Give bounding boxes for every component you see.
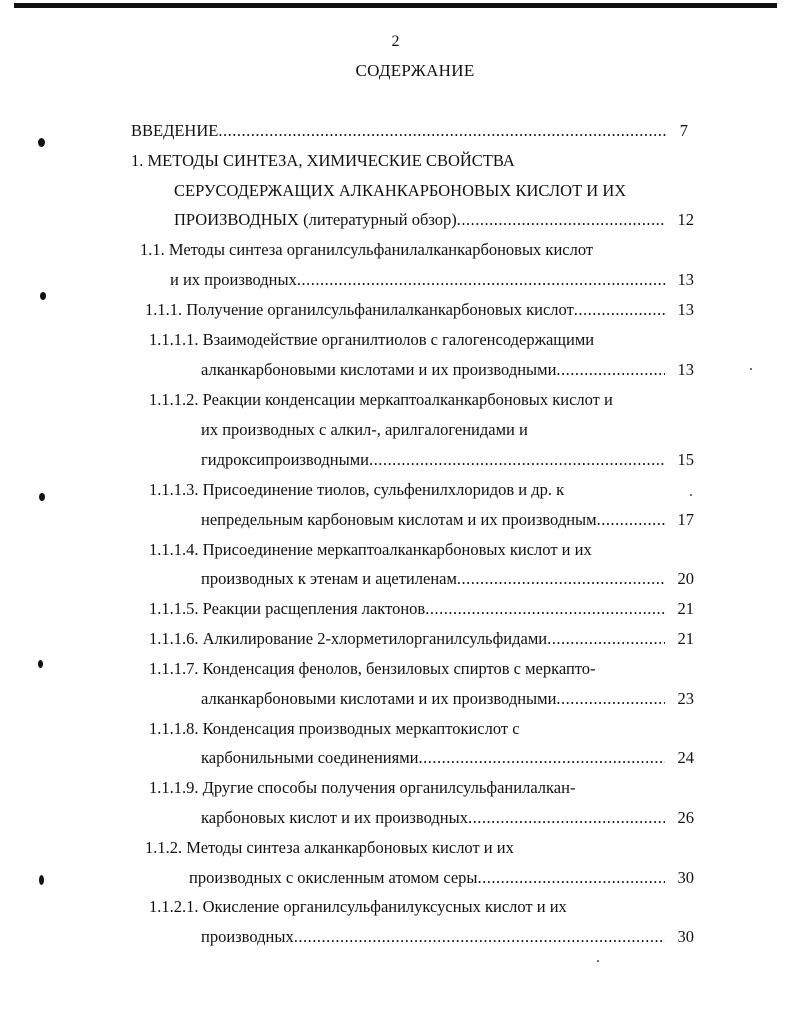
scan-speck bbox=[750, 368, 752, 370]
scan-top-edge bbox=[14, 3, 777, 8]
toc-entry-1-1[interactable] bbox=[170, 270, 668, 290]
toc-entry-text: ВВЕДЕНИЕ bbox=[131, 121, 219, 140]
toc-entry-1-1-1-8[interactable] bbox=[201, 748, 665, 768]
toc-entry-text: непредельным карбоновым кислотам и их производным bbox=[201, 510, 597, 529]
toc-page-number: 30 bbox=[677, 927, 694, 946]
toc-entry-1-1-1-7[interactable] bbox=[201, 689, 665, 709]
toc-entry-line[interactable]: 1.1. Методы синтеза органилсульфанилалканкарбоновых кислот bbox=[140, 240, 594, 259]
toc-entry-1-1-1-9[interactable] bbox=[201, 808, 665, 828]
toc-entry-text: производных к этенам и ацетиленам bbox=[201, 569, 457, 588]
toc-page-number: 26 bbox=[677, 808, 694, 827]
toc-entry-1-1-2[interactable] bbox=[189, 868, 665, 888]
page-number: 2 bbox=[391, 33, 400, 50]
toc-entry-text: и их производных bbox=[170, 270, 297, 289]
toc-page-number: 17 bbox=[677, 510, 694, 529]
toc-entry-text: ПРОИЗВОДНЫХ (литературный обзор) bbox=[174, 210, 457, 229]
toc-entry-1-1-1-5[interactable] bbox=[149, 599, 665, 619]
toc-entry-text: карбонильными соединениями bbox=[201, 748, 419, 767]
toc-entry-1-1-1-6[interactable] bbox=[149, 629, 665, 649]
toc-entry-text: 1.1.1.6. Алкилирование 2-хлорметилорганилсульфидами bbox=[149, 629, 548, 648]
toc-entry-line[interactable]: 1.1.2.1. Окисление органилсульфанилуксусных кислот и их bbox=[149, 897, 567, 916]
toc-entry-text: алканкарбоновыми кислотами и их производными bbox=[201, 360, 557, 379]
toc-entry-text: 1.1.1.5. Реакции расщепления лактонов bbox=[149, 599, 426, 618]
toc-entry-1-1-1-3[interactable] bbox=[201, 510, 665, 530]
toc-page-number: 13 bbox=[677, 360, 694, 379]
toc-entry-line[interactable]: 1.1.1.3. Присоединение тиолов, сульфенилхлоридов и др. к bbox=[149, 480, 565, 499]
toc-entry-1-1-1-2[interactable] bbox=[201, 450, 665, 470]
toc-entry-line[interactable]: 1.1.1.7. Конденсация фенолов, бензиловых спиртов с меркапто- bbox=[149, 659, 596, 678]
toc-page-number: 21 bbox=[677, 599, 694, 618]
toc-page-number: 15 bbox=[677, 450, 694, 469]
toc-entry-1-1-1-1[interactable] bbox=[201, 360, 665, 380]
toc-entry-text: 1.1.1. Получение органилсульфанилалканкарбоновых кислот bbox=[145, 300, 574, 319]
toc-entry-line[interactable]: 1.1.1.8. Конденсация производных меркаптокислот с bbox=[149, 719, 520, 738]
toc-page-number: 20 bbox=[677, 569, 694, 588]
toc-entry-line[interactable]: 1.1.1.4. Присоединение меркаптоалканкарбоновых кислот и их bbox=[149, 540, 592, 559]
toc-entry-line[interactable]: 1.1.1.9. Другие способы получения органилсульфанилалкан- bbox=[149, 778, 576, 797]
page-title: СОДЕРЖАНИЕ bbox=[355, 61, 475, 80]
scan-speck bbox=[597, 960, 599, 962]
toc-entry-line: их производных с алкил-, арилгалогенидами и bbox=[201, 420, 528, 439]
toc-entry-line[interactable]: 1.1.1.2. Реакции конденсации меркаптоалканкарбоновых кислот и bbox=[149, 390, 613, 409]
toc-page-number: 7 bbox=[679, 121, 688, 140]
scan-speck bbox=[690, 494, 692, 496]
toc-entry-text: производных с окисленным атомом серы bbox=[189, 868, 478, 887]
toc-entry-chapter-1[interactable] bbox=[174, 210, 666, 230]
toc-page-number: 13 bbox=[677, 270, 694, 289]
toc-page-number: 21 bbox=[677, 629, 694, 648]
toc-entry-line[interactable]: 1. МЕТОДЫ СИНТЕЗА, ХИМИЧЕСКИЕ СВОЙСТВА bbox=[131, 151, 515, 170]
toc-entry-text: производных bbox=[201, 927, 294, 946]
toc-page-number: 23 bbox=[677, 689, 694, 708]
toc-entry-text: алканкарбоновыми кислотами и их производными bbox=[201, 689, 557, 708]
toc-page-number: 24 bbox=[677, 748, 694, 767]
toc-entry-line: СЕРУСОДЕРЖАЩИХ АЛКАНКАРБОНОВЫХ КИСЛОТ И ИХ bbox=[174, 181, 627, 200]
toc-entry-line[interactable]: 1.1.1.1. Взаимодействие органилтиолов с галогенсодержащими bbox=[149, 330, 595, 349]
toc-page-number: 30 bbox=[677, 868, 694, 887]
toc-entry-1-1-1-4[interactable] bbox=[201, 569, 665, 589]
toc-entry-1-1-1[interactable] bbox=[145, 300, 667, 320]
scan-binding-marks bbox=[30, 30, 44, 1020]
toc-page-number: 12 bbox=[677, 210, 694, 229]
toc-entry-introduction[interactable] bbox=[131, 121, 666, 141]
toc-entry-text: гидроксипроизводными bbox=[201, 450, 369, 469]
toc-entry-1-1-2-1[interactable] bbox=[201, 927, 665, 947]
toc-entry-line[interactable]: 1.1.2. Методы синтеза алканкарбоновых кислот и их bbox=[145, 838, 514, 857]
toc-page-number: 13 bbox=[677, 300, 694, 319]
toc-entry-text: карбоновых кислот и их производных bbox=[201, 808, 468, 827]
